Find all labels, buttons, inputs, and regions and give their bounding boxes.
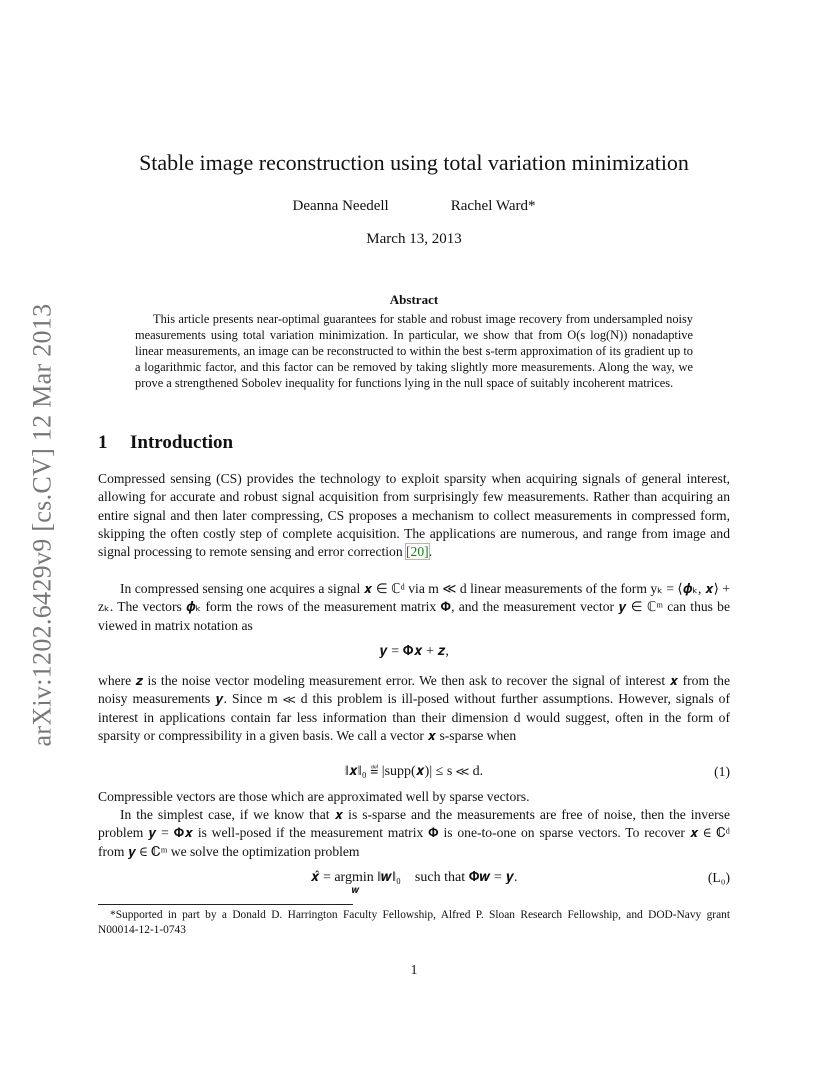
equation-l0-number: (L₀)	[707, 870, 730, 885]
paragraph-compressible: Compressible vectors are those which are approximated well by sparse vectors.	[98, 789, 530, 804]
author-name: Deanna Needell	[292, 198, 389, 214]
paragraph-intro: Compressed sensing (CS) provides the technology to exploit sparsity when acquiring signals of general interest, allowing for accurate and robust signal acquisition from surprisingly few measurements. Rather than acquiring an entire signal and then later compressing, CS proposes a mechanism to collect measurements in compressed form, skipping the often costly step of complete acquisition. The applications are numerous, and range from image and signal processing to remote sensing and error correction [20].	[98, 471, 730, 560]
arxiv-id: arXiv:1202.6429v9 [cs.CV] 12 Mar 2013	[27, 303, 56, 747]
section-heading	[98, 432, 233, 454]
section-title: Introduction	[130, 432, 234, 453]
equation-l0	[98, 870, 730, 902]
equation-1: ‖𝒙‖₀ ≝ |supp(𝒙)| ≤ s ≪ d.	[344, 764, 484, 779]
footnote-rule	[98, 904, 353, 905]
author-list	[0, 198, 828, 215]
equation-measurement: 𝒚 = 𝚽𝒙 + 𝒛,	[379, 644, 449, 659]
equation-l0-subscript: 𝒘	[351, 885, 360, 896]
equation-l0-rhs: such that 𝚽𝒘 = 𝒚.	[414, 870, 518, 885]
abstract-text: This article presents near-optimal guarantees for stable and robust image recovery from undersampled noisy measurements using total variation minimization. In particular, we show that from O(s log(N)) nonadaptive linear measurements, an image can be reconstructed to within the best s-term approximation of its gradient up to a logarithmic factor, and this factor can be removed by taking slightly more measurements. Along the way, we prove a strengthened Sobolev inequality for functions lying in the null space of suitably incoherent matrices.	[135, 312, 693, 390]
paper-title: Stable image reconstruction using total variation minimization	[139, 150, 689, 175]
paragraph-l0: In the simplest case, if we know that 𝒙 is s-sparse and the measurements are free of noise, then the inverse problem 𝒚 = 𝚽𝒙 is well-posed if the measurement matrix 𝚽 is one-to-one on sparse vectors. To recover 𝒙 ∈ ℂᵈ from 𝒚 ∈ ℂᵐ we solve the optimization problem	[98, 807, 730, 859]
page-number: 1	[410, 962, 418, 977]
author-name: Rachel Ward*	[450, 198, 536, 214]
citation-link[interactable]: [20]	[406, 544, 429, 560]
abstract-heading: Abstract	[389, 292, 439, 307]
paragraph-measurements: In compressed sensing one acquires a signal 𝒙 ∈ ℂᵈ via m ≪ d linear measurements of the form yₖ = ⟨𝝓ₖ, 𝒙⟩ + zₖ. The vectors 𝝓ₖ form the rows of the measurement matrix 𝚽, and the measurement vector 𝒚 ∈ ℂᵐ can thus be viewed in matrix notation as	[98, 581, 730, 633]
footnote: *Supported in part by a Donald D. Harrington Faculty Fellowship, Alfred P. Sloan Research Fellowship, and DOD-Navy grant N00014-12-1-0743	[98, 909, 730, 936]
equation-1-number: (1)	[714, 764, 730, 779]
paragraph-sparsity: where 𝒛 is the noise vector modeling measurement error. We then ask to recover the signal of interest 𝒙 from the noisy measurements 𝒚. Since m ≪ d this problem is ill-posed without further assumptions. However, signals of interest in applications contain far less information than their dimension d would suggest, often in the form of sparsity or compressibility in a given basis. We call a vector 𝒙 s-sparse when	[98, 673, 730, 743]
arxiv-stamp	[22, 290, 62, 760]
paper-date: March 13, 2013	[366, 231, 462, 247]
equation-l0-lhs: 𝒙̂ = argmin ‖𝒘‖₀	[310, 870, 401, 885]
section-number: 1	[98, 432, 108, 453]
